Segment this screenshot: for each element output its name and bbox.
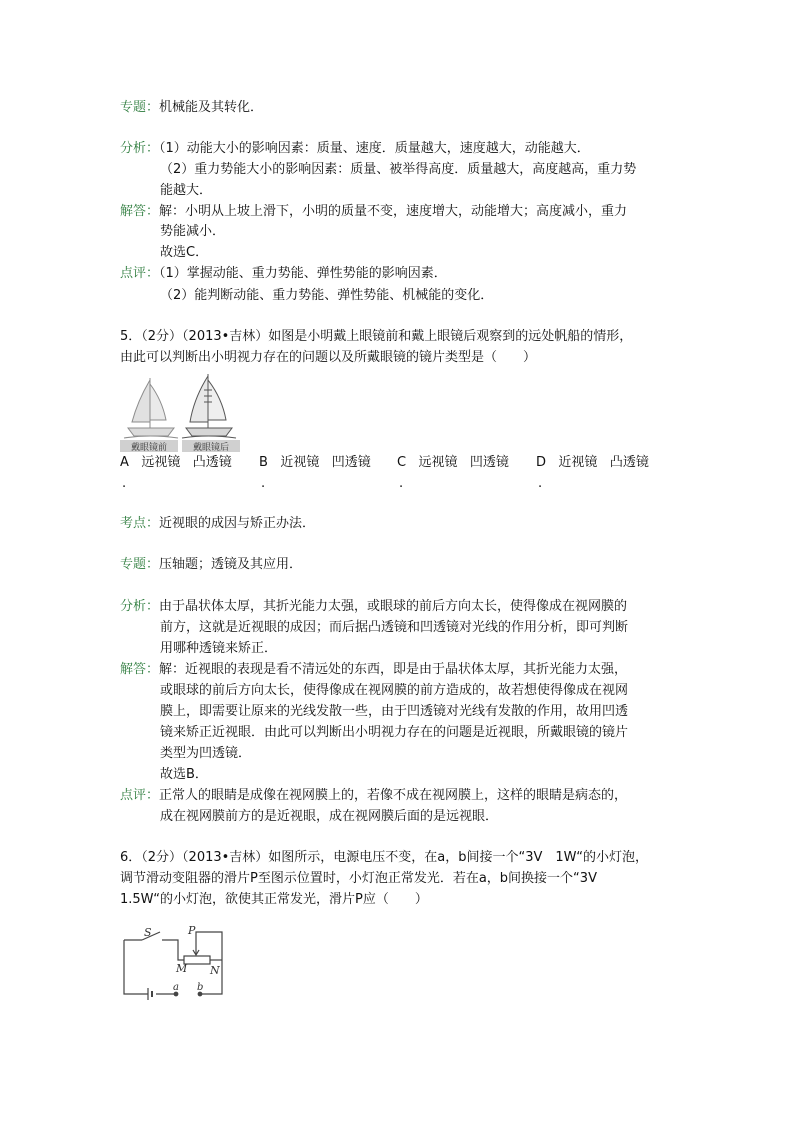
option-letter: C — [397, 455, 407, 470]
q5-jieda-line: 类型为凹透镜． — [160, 746, 252, 761]
option-dot: . — [261, 476, 266, 491]
label-n: N — [210, 964, 220, 977]
q4-jieda-label: 解答： — [120, 204, 160, 219]
label-m: M — [176, 962, 188, 975]
q4-dianping — [120, 264, 447, 284]
q5-fenxi-line: 用哪种透镜来矫正． — [160, 641, 278, 656]
option-text-2: 凸透镜 — [609, 455, 649, 470]
q6-stem-line: 调节滑动变阻器的滑片P至图示位置时，小灯泡正常发光．若在a，b间换接一个“3V — [120, 871, 597, 886]
q4-zhuanti-label: 专题： — [120, 100, 160, 115]
q5-dianping — [120, 786, 627, 806]
q6-circuit-figure — [118, 922, 230, 1002]
q5-dianping-line: 成在视网膜前方的是近视眼，成在视网膜后面的是远视眼． — [160, 809, 499, 824]
q5-stem-line: 由此可以判断出小明视力存在的问题以及所戴眼镜的镜片类型是（ ） — [120, 350, 537, 365]
q5-jieda-label: 解答： — [120, 662, 160, 677]
q5-fenxi — [120, 597, 627, 617]
option-dot: . — [538, 476, 543, 491]
q5-zhuanti-label: 专题： — [120, 557, 160, 572]
q4-jieda-line: 势能减小． — [160, 224, 226, 239]
label-p: P — [188, 924, 196, 937]
option-letter: A — [120, 455, 129, 470]
option-text-2: 凹透镜 — [469, 455, 509, 470]
q4-fenxi-line: 能越大． — [160, 183, 213, 198]
q6-stem-line: 6．（2分）（2013•吉林）如图所示，电源电压不变，在a，b间接一个“3V 1W“的小灯泡， — [120, 850, 649, 865]
q4-fenxi-line: （1）动能大小的影响因素：质量、速度．质量越大，速度越大，动能越大． — [159, 141, 590, 156]
q5-jieda-line: 镜来矫正近视眼．由此可以判断出小明视力存在的问题是近视眼，所戴眼镜的镜片 — [160, 725, 629, 740]
option-text-2: 凹透镜 — [331, 455, 371, 470]
q4-jieda-line: 解：小明从上坡上滑下，小明的质量不变，速度增大，动能增大；高度减小，重力 — [159, 204, 628, 219]
q5-zhuanti-text: 压轴题；透镜及其应用． — [159, 557, 303, 572]
q4-fenxi-label: 分析： — [120, 141, 160, 156]
circuit-diagram — [118, 922, 230, 1002]
q5-fenxi-line: 前方，这就是近视眼的成因；而后据凸透镜和凹透镜对光线的作用分析，即可判断 — [160, 620, 629, 635]
option-dot: . — [122, 476, 127, 491]
q4-dianping-label: 点评： — [120, 266, 160, 281]
q4-jieda-line: 故选C． — [160, 245, 209, 260]
q4-zhuanti-text: 机械能及其转化． — [159, 100, 264, 115]
option-text-1: 远视镜 — [141, 455, 181, 470]
q5-jieda-line: 故选B． — [160, 767, 208, 782]
q5-option-a[interactable] — [120, 453, 232, 473]
q5-dianping-label: 点评： — [120, 788, 160, 803]
caption-before: 戴眼镜前 — [130, 443, 168, 452]
q5-stem-line: 5．（2分）（2013•吉林）如图是小明戴上眼镜前和戴上眼镜后观察到的远处帆船的情形， — [120, 329, 633, 344]
q4-fenxi-line: （2）重力势能大小的影响因素：质量、被举得高度．质量越大，高度越高，重力势 — [160, 162, 637, 177]
q4-fenxi — [120, 139, 590, 159]
q4-jieda — [120, 202, 627, 222]
q5-jieda — [120, 660, 627, 680]
q5-kaodian-label: 考点： — [120, 516, 160, 531]
q5-option-b[interactable] — [259, 453, 371, 473]
sailboat-image — [120, 370, 240, 452]
label-s: S — [144, 926, 152, 939]
q4-zhuanti — [120, 98, 263, 118]
q5-kaodian-text: 近视眼的成因与矫正办法． — [159, 516, 316, 531]
label-b: b — [197, 982, 204, 993]
option-letter: D — [536, 455, 547, 470]
q5-jieda-line: 解：近视眼的表现是看不清远处的东西，即是由于晶状体太厚，其折光能力太强， — [159, 662, 628, 677]
q5-fenxi-label: 分析： — [120, 599, 160, 614]
q5-dianping-line: 正常人的眼睛是成像在视网膜上的，若像不成在视网膜上，这样的眼睛是病态的， — [159, 788, 628, 803]
option-text-1: 近视镜 — [558, 455, 598, 470]
option-dot: . — [399, 476, 404, 491]
caption-after: 戴眼镜后 — [192, 443, 230, 452]
q6-stem-line: 1.5W“的小灯泡，欲使其正常发光，滑片P应（ ） — [120, 892, 428, 907]
option-text-1: 远视镜 — [418, 455, 458, 470]
q5-jieda-line: 膜上，即需要让原来的光线发散一些，由于凹透镜对光线有发散的作用，故用凹透 — [160, 704, 629, 719]
q4-dianping-line: （2）能判断动能、重力势能、弹性势能、机械能的变化． — [160, 288, 494, 303]
q5-option-d[interactable] — [536, 453, 649, 473]
q4-dianping-line: （1）掌握动能、重力势能、弹性势能的影响因素． — [159, 266, 447, 281]
q5-option-c[interactable] — [397, 453, 509, 473]
option-letter: B — [259, 455, 268, 470]
q5-jieda-line: 或眼球的前后方向太长，使得像成在视网膜的前方造成的，故若想使得像成在视网 — [160, 683, 629, 698]
q5-kaodian — [120, 514, 315, 534]
option-text-2: 凸透镜 — [192, 455, 232, 470]
option-text-1: 近视镜 — [280, 455, 320, 470]
q5-zhuanti — [120, 555, 302, 575]
q5-fenxi-line: 由于晶状体太厚，其折光能力太强，或眼球的前后方向太长，使得像成在视网膜的 — [159, 599, 628, 614]
label-a: a — [173, 982, 179, 993]
q5-sailboat-figure — [120, 370, 240, 452]
